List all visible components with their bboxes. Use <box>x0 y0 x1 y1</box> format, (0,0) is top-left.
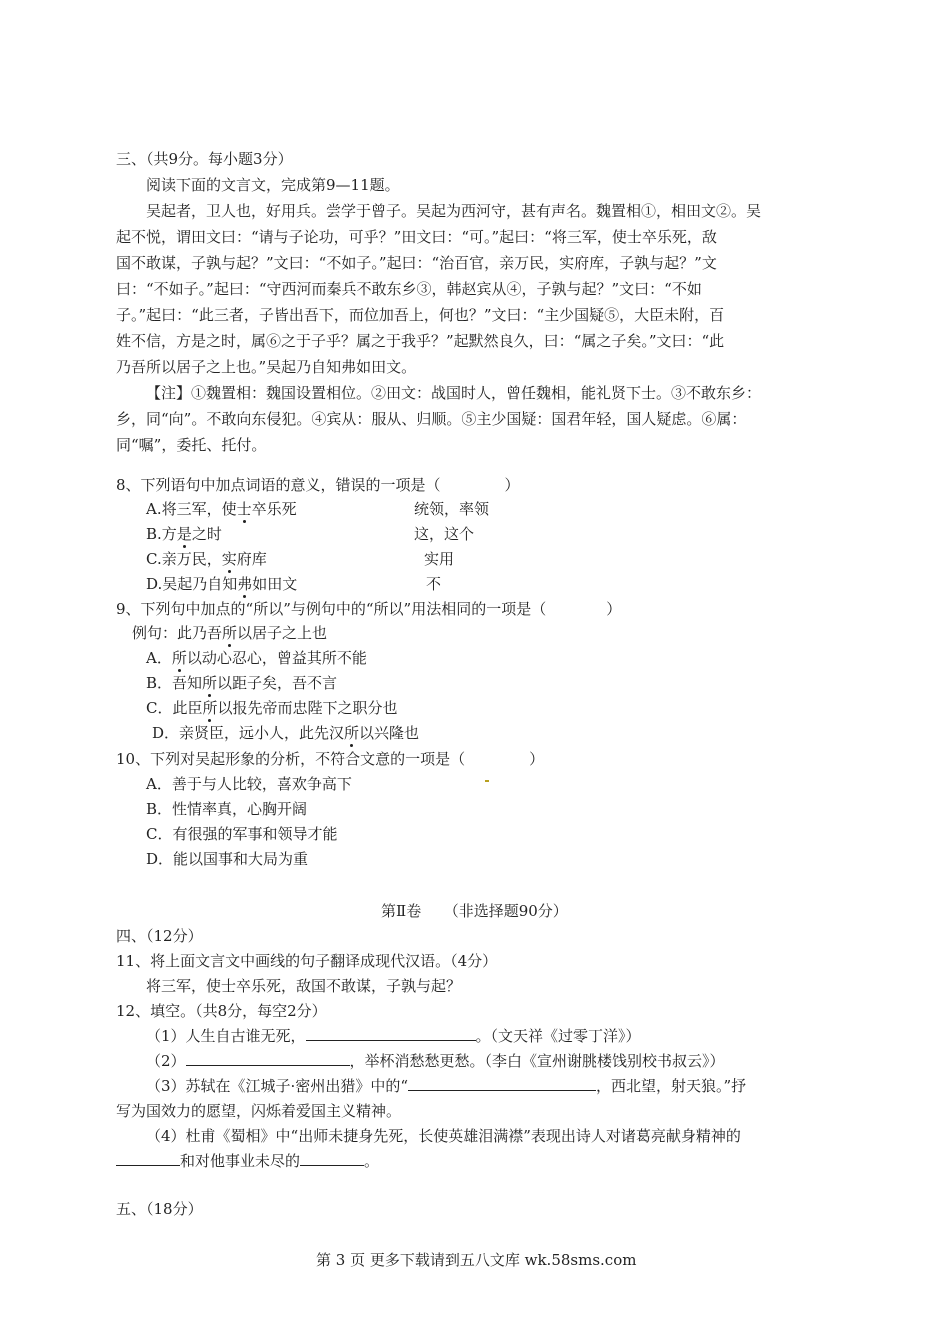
option-text: 之时 <box>191 525 222 543</box>
question-8-text: 8、下列语句中加点词语的意义，错误的一项是（ <box>116 476 441 494</box>
passage-line: 曰：“不如子。”起曰：“守西河而秦兵不敢东乡③，韩赵宾从④，子孰与起？”文曰：“不如 <box>116 280 702 298</box>
example-text: 例句：此乃吾 <box>132 624 223 642</box>
option-text: 以兴隆也 <box>359 724 420 742</box>
option-label: D. <box>146 575 163 593</box>
option-text: 卒乐死 <box>251 500 297 518</box>
option-text: 以动心忍心，曾益其所不能 <box>186 649 367 667</box>
option-text: 以距子矣，吾不言 <box>217 674 338 692</box>
option-text: 方 <box>161 525 177 543</box>
dotted-word: 所 <box>202 699 218 717</box>
dotted-word: 所 <box>202 674 218 692</box>
question-12-stem: 12、填空。（共8分，每空2分） <box>116 1002 327 1020</box>
option-c-meaning: 实用 <box>424 550 455 568</box>
question-10-option-a: A．善于与人比较，喜欢争高下 <box>146 775 352 793</box>
question-10-option-b: B．性情率真，心胸开阔 <box>146 800 308 818</box>
option-text: A． <box>146 649 172 667</box>
dotted-word: 弗 <box>237 575 253 593</box>
option-a-meaning: 统领，率领 <box>414 500 490 518</box>
option-text: 府库 <box>236 550 267 568</box>
fill-text: 。 <box>364 1152 380 1170</box>
fill-item-2 <box>146 1050 725 1072</box>
question-9-text: 9、下列句中加点的“所以”与例句中的“所以”用法相同的一项是（ <box>116 600 547 618</box>
passage-line: 乃吾所以居子之上也。”吴起乃自知弗如田文。 <box>116 358 417 376</box>
answer-mark <box>485 780 489 782</box>
fill-blank[interactable] <box>186 1051 350 1066</box>
fill-blank[interactable] <box>408 1076 596 1091</box>
dotted-word: 所 <box>344 724 360 742</box>
fill-text: （2） <box>146 1052 186 1070</box>
fill-text: ，西北望，射天狼。”抒 <box>595 1077 747 1095</box>
fill-item-3-continuation: 写为国效力的愿望，闪烁着爱国主义精神。 <box>116 1102 402 1120</box>
question-10-text: 10、下列对吴起形象的分析，不符合文意的一项是（ <box>116 750 466 768</box>
fill-blank[interactable] <box>300 1151 364 1166</box>
question-8-close: ） <box>504 476 520 494</box>
option-text: 如田文 <box>252 575 298 593</box>
question-11-stem: 11、将上面文言文中画线的句子翻译成现代汉语。（4分） <box>116 952 498 970</box>
option-text: 吴起乃自知 <box>162 575 238 593</box>
question-11-sentence: 将三军，使士卒乐死，敌国不敢谋，子孰与起？ <box>146 977 462 995</box>
fill-item-1 <box>146 1025 641 1047</box>
question-10-stem <box>116 748 544 770</box>
note-line: 【注】①魏置相：魏国设置相位。②田文：战国时人，曾任魏相，能礼贤下士。③不敢东乡： <box>146 384 762 402</box>
section-4-heading: 四、（12分） <box>116 927 203 945</box>
question-8-option-c <box>146 548 267 570</box>
option-label: C. <box>146 550 162 568</box>
fill-text: 。（文天祥《过零丁洋》） <box>475 1027 641 1045</box>
example-text: 以居子之上也 <box>237 624 328 642</box>
fill-text: 和对他事业未尽的 <box>180 1152 301 1170</box>
passage-line: 吴起者，卫人也，好用兵。尝学于曾子。吴起为西河守，甚有声名。魏置相①，相田文②。吴 <box>146 202 762 220</box>
dotted-word: 实 <box>221 550 237 568</box>
question-9-example <box>132 622 327 644</box>
option-label: B. <box>146 525 162 543</box>
passage-line: 子。”起曰：“此三者，子皆出吾下，而位加吾上，何也？”文曰：“主少国疑⑤，大臣未附，百 <box>116 306 725 324</box>
fill-text: （1）人生自古谁无死， <box>146 1027 306 1045</box>
question-9-option-a <box>146 647 367 669</box>
dotted-word: 所 <box>222 624 238 642</box>
passage-line: 起不悦，谓田文曰：“请与子论功，可乎？”田文曰：“可。”起曰：“将三军，使士卒乐死，敌 <box>116 228 717 246</box>
fill-item-3 <box>146 1075 746 1097</box>
fill-text: （3）苏轼在《江城子·密州出猎》中的“ <box>146 1077 408 1095</box>
section-3-intro: 阅读下面的文言文，完成第9—11题。 <box>146 176 400 194</box>
fill-item-4: （4）杜甫《蜀相》中“出师未捷身先死，长使英雄泪满襟”表现出诗人对诸葛亮献身精神的 <box>146 1127 741 1145</box>
note-line: 同“嘱”，委托、托付。 <box>116 436 267 454</box>
question-9-close: ） <box>606 600 622 618</box>
option-label: A. <box>146 500 162 518</box>
option-text: 将三军，使 <box>161 500 237 518</box>
fill-blank[interactable] <box>306 1026 476 1041</box>
note-line: 乡，同“向”。不敢向东侵犯。④宾从：服从、归顺。⑤主少国疑：国君年轻，国人疑虑。⑥属： <box>116 410 747 428</box>
option-b-meaning: 这，这个 <box>414 525 475 543</box>
page-footer: 第 3 页 更多下载请到五八文库 wk.58sms.com <box>316 1251 637 1269</box>
option-text: 以报先帝而忠陛下之职分也 <box>217 699 398 717</box>
question-9-option-b <box>146 672 337 694</box>
section-3-heading: 三、（共9分。每小题3分） <box>116 150 293 168</box>
dotted-word: 是 <box>176 525 192 543</box>
question-8-option-b <box>146 523 222 545</box>
question-8-option-d <box>146 573 297 595</box>
passage-line: 姓不信，方是之时，属⑥之于子乎？属之于我乎？”起默然良久，曰：“属之子矣。”文曰：“此 <box>116 332 725 350</box>
passage-line: 国不敢谋，子孰与起？”文曰：“不如子。”起曰：“治百官，亲万民，实府库，子孰与起？”文 <box>116 254 717 272</box>
question-9-option-c <box>146 697 398 719</box>
question-10-option-d: D．能以国事和大局为重 <box>146 850 309 868</box>
question-9-option-d <box>152 722 419 744</box>
fill-blank[interactable] <box>116 1151 180 1166</box>
question-8-stem <box>116 474 520 496</box>
question-9-stem <box>116 598 621 620</box>
option-text: D．亲贤臣，远小人，此先汉 <box>152 724 345 742</box>
fill-item-4-continuation <box>116 1150 379 1172</box>
option-text: B．吾知 <box>146 674 203 692</box>
part-2-title: 第Ⅱ卷 （非选择题90分） <box>381 902 568 920</box>
section-5-heading: 五、（18分） <box>116 1200 203 1218</box>
question-10-option-c: C．有很强的军事和领导才能 <box>146 825 338 843</box>
dotted-word: 士 <box>236 500 252 518</box>
option-text: 亲万民， <box>161 550 222 568</box>
dotted-word: 所 <box>171 649 187 667</box>
question-8-option-a <box>146 498 297 520</box>
option-d-meaning: 不 <box>426 575 442 593</box>
fill-text: ，举杯消愁愁更愁。（李白《宣州谢朓楼饯别校书叔云》） <box>349 1052 725 1070</box>
option-text: C．此臣 <box>146 699 203 717</box>
question-10-close: ） <box>529 750 545 768</box>
